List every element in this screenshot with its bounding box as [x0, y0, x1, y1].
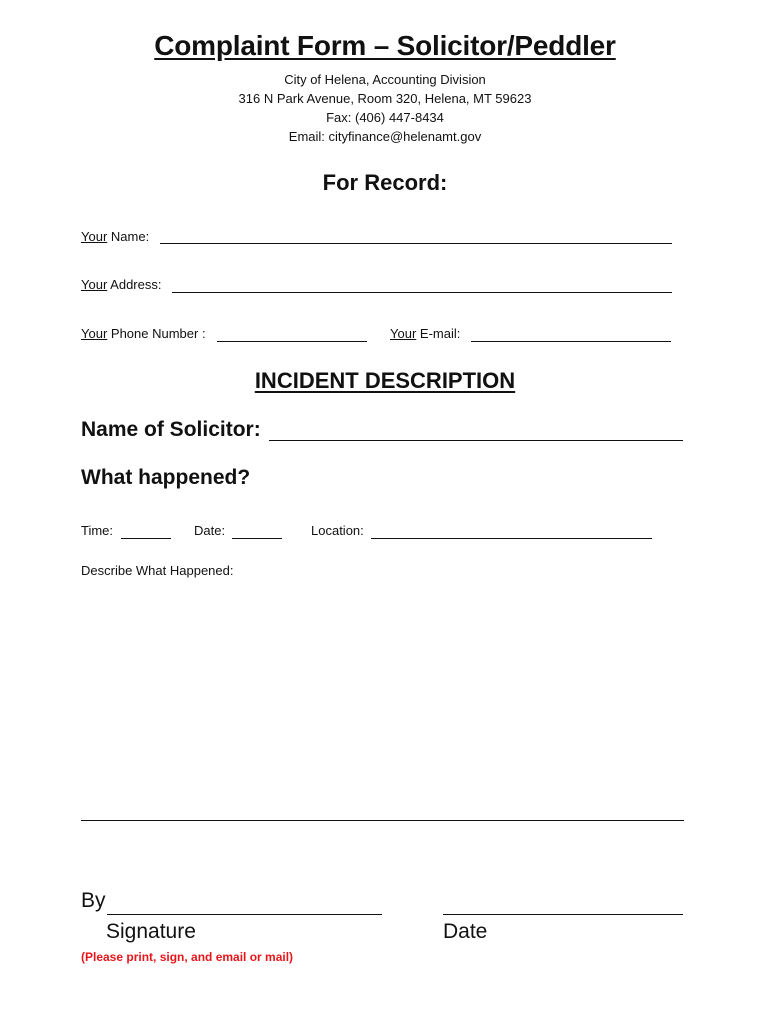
address-line-2: 316 N Park Avenue, Room 320, Helena, MT 59623	[238, 91, 532, 106]
location-label: Location:	[311, 523, 364, 538]
what-happened-heading: What happened?	[81, 466, 251, 489]
signature-label: Signature	[106, 920, 196, 943]
signature-date-label: Date	[443, 920, 488, 943]
your-word: Your	[81, 277, 108, 292]
time-field[interactable]	[121, 538, 171, 539]
date-label: Date:	[194, 523, 226, 538]
instruction-note: (Please print, sign, and email or mail)	[81, 950, 294, 964]
solicitor-name-label: Name of Solicitor:	[81, 418, 261, 441]
your-name-label	[81, 229, 149, 244]
by-label: By	[81, 889, 106, 912]
time-label: Time:	[81, 523, 114, 538]
phone-label-text: Phone Number :	[107, 326, 206, 341]
name-label-text: Name:	[107, 229, 150, 244]
your-email-field[interactable]	[471, 341, 671, 342]
solicitor-name-field[interactable]	[269, 440, 683, 441]
for-record-heading: For Record:	[322, 170, 448, 195]
signature-field[interactable]	[107, 914, 382, 915]
incident-description-heading: INCIDENT DESCRIPTION	[254, 368, 516, 393]
email-label-text: E-mail:	[416, 326, 461, 341]
your-email-label	[390, 326, 460, 341]
describe-label: Describe What Happened:	[81, 563, 234, 578]
form-title: Complaint Form – Solicitor/Peddler	[154, 30, 616, 61]
address-label-text: Address:	[107, 277, 162, 292]
your-address-label	[81, 277, 161, 292]
your-address-field[interactable]	[172, 292, 672, 293]
describe-area[interactable]	[81, 585, 684, 805]
your-word: Your	[81, 326, 108, 341]
your-word: Your	[81, 229, 108, 244]
address-line-1: City of Helena, Accounting Division	[284, 72, 486, 87]
description-end-line	[81, 820, 684, 821]
location-field[interactable]	[371, 538, 652, 539]
your-word: Your	[390, 326, 417, 341]
date-field[interactable]	[232, 538, 282, 539]
date-signed-field[interactable]	[443, 914, 683, 915]
email-line: Email: cityfinance@helenamt.gov	[288, 129, 482, 144]
your-name-field[interactable]	[160, 243, 672, 244]
your-phone-field[interactable]	[217, 341, 367, 342]
fax-line: Fax: (406) 447-8434	[326, 110, 444, 125]
your-phone-label	[81, 326, 206, 341]
